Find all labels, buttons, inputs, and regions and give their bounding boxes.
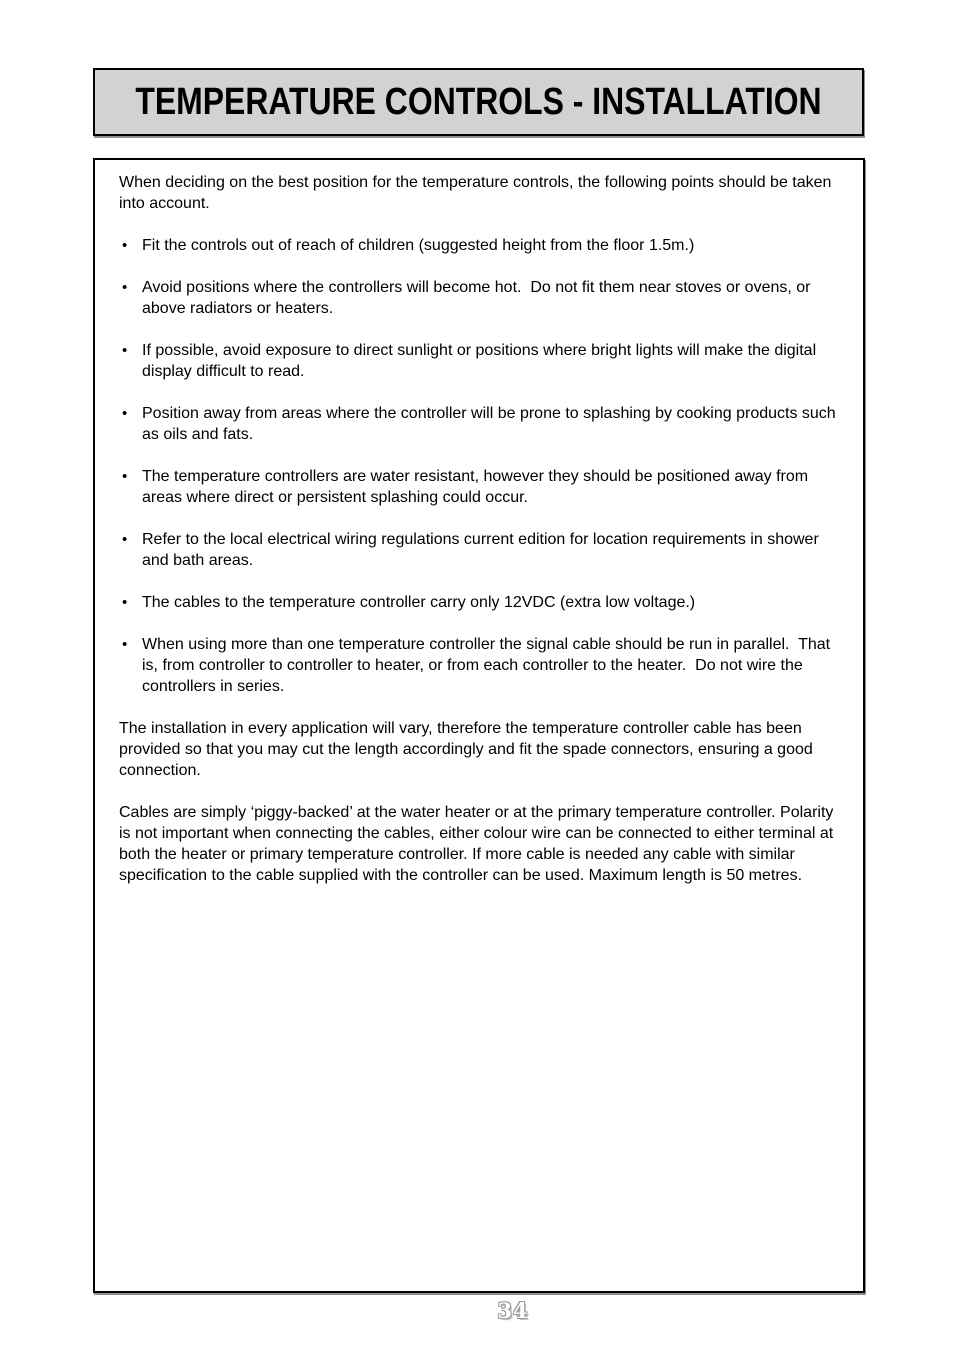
- title-banner: [93, 68, 864, 136]
- list-item-wiring-regulations: • Refer to the local electrical wiring regulations current edition for location requirements in shower and bath areas.: [119, 529, 849, 571]
- cabling-paragraph: Cables are simply ‘piggy-backed’ at the water heater or at the primary temperature controller. Polarity is not important when connecting the cables, either colour wire can be connected to either terminal at both the heater or primary temperature controller. If more cable is needed any cable with similar specification to the cable supplied with the controller can be used. Maximum length is 50 metres.: [119, 804, 838, 884]
- guideline-list: [119, 235, 849, 697]
- page-title: TEMPERATURE CONTROLS - INSTALLATION: [135, 80, 822, 123]
- intro-paragraph: When deciding on the best position for the temperature controls, the following points should be taken into account.: [119, 174, 836, 212]
- list-item-water-resistant: • The temperature controllers are water resistant, however they should be positioned away from areas where direct or persistent splashing could occur.: [119, 466, 849, 508]
- list-item-avoid-cooking-splash: • Position away from areas where the controller will be prone to splashing by cooking products such as oils and fats.: [119, 403, 849, 445]
- list-item-parallel-wiring: • When using more than one temperature controller the signal cable should be run in parallel. That is, from controller to controller to heater, or from each controller to the heater. Do not wire the controllers in series.: [119, 634, 849, 697]
- list-item-avoid-heat: • Avoid positions where the controllers will become hot. Do not fit them near stoves or ovens, or above radiators or heaters.: [119, 277, 849, 319]
- page-number: 34: [497, 1298, 529, 1323]
- list-item-low-voltage: • The cables to the temperature controller carry only 12VDC (extra low voltage.): [119, 592, 849, 613]
- footer: [0, 1298, 954, 1323]
- list-item-avoid-sunlight: • If possible, avoid exposure to direct sunlight or positions where bright lights will make the digital display difficult to read.: [119, 340, 849, 382]
- list-item-reach-of-children: • Fit the controls out of reach of children (suggested height from the floor 1.5m.): [119, 235, 849, 256]
- installation-paragraph: The installation in every application will vary, therefore the temperature controller cable has been provided so that you may cut the length accordingly and fit the spade connectors, ensuring a good connection.: [119, 720, 818, 779]
- instructions-panel: [93, 158, 865, 1293]
